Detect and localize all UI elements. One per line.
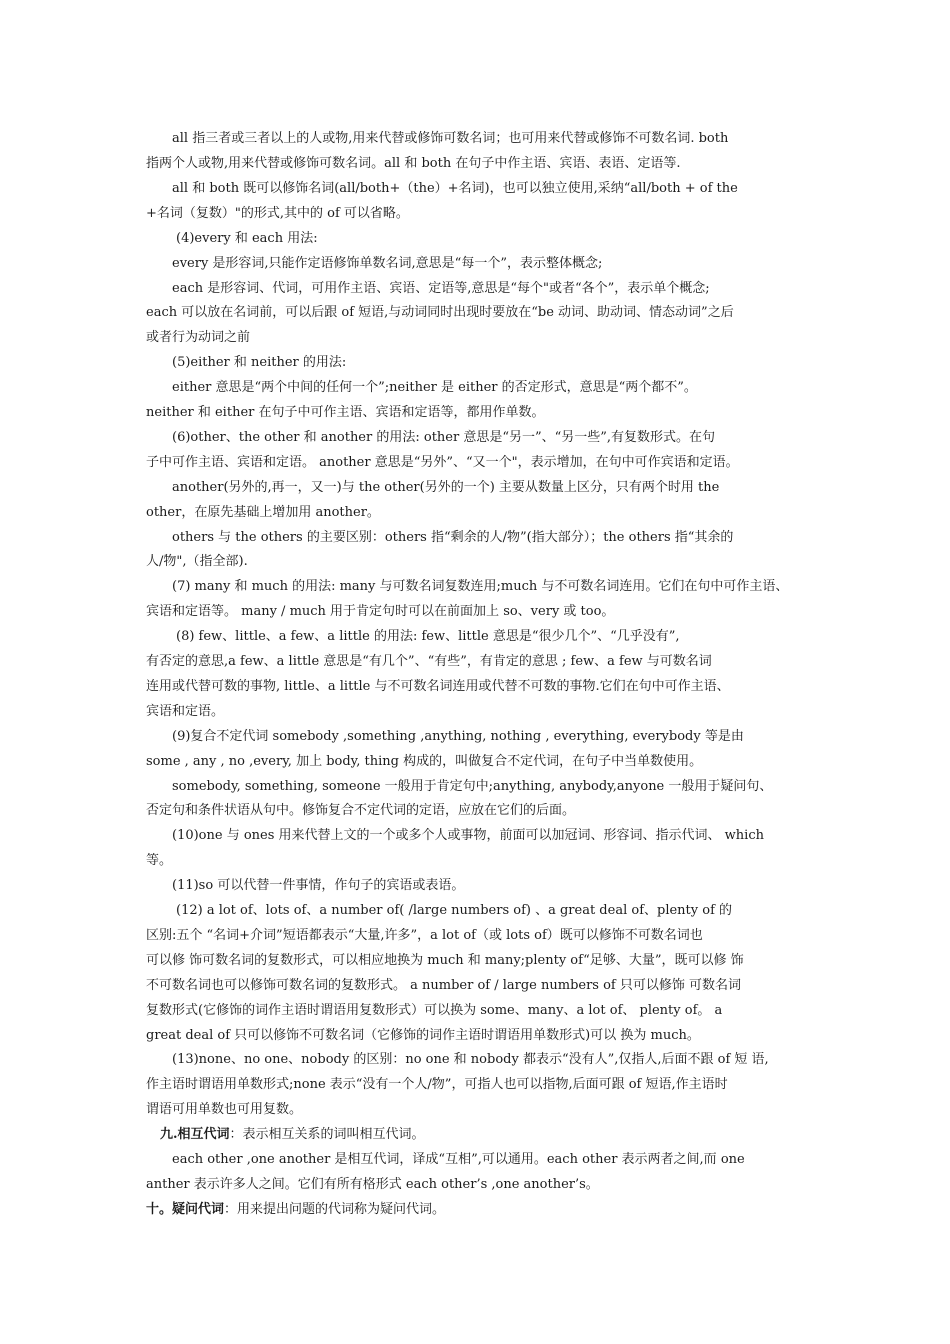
line-text: 指两个人或物,用来代替或修饰可数名词。all 和 both 在句子中作主语、宾语、表语、定语等. bbox=[146, 156, 681, 171]
line-text: (6)other、the other 和 another 的用法: other 意思是“另一”、“另一些”,有复数形式。在句 bbox=[172, 430, 716, 445]
text-line bbox=[172, 353, 812, 373]
line-text: 连用或代替可数的事物, little、a little 与不可数名词连用或代替不可数的事物.它们在句中可作主语、 bbox=[146, 679, 730, 694]
line-text: 等。 bbox=[146, 853, 173, 868]
line-text: other，在原先基础上增加用 another。 bbox=[146, 505, 380, 520]
line-text: 人/物",（指全部). bbox=[146, 554, 248, 569]
section-heading: 九.相互代词 bbox=[160, 1127, 230, 1142]
line-text: (7) many 和 much 的用法: many 与可数名词复数连用;much 与不可数名词连用。它们在句中可作主语、 bbox=[172, 579, 789, 594]
text-line bbox=[146, 801, 816, 821]
text-line bbox=[172, 876, 812, 896]
line-text: 宾语和定语等。 many / much 用于肯定句时可以在前面加上 so、very 或 too。 bbox=[146, 604, 615, 619]
text-line bbox=[172, 428, 812, 448]
line-text: 不可数名词也可以修饰可数名词的复数形式。 a number of / large numbers of 只可以修饰 可数名词 bbox=[146, 978, 742, 993]
text-line bbox=[146, 503, 816, 523]
text-line bbox=[146, 328, 816, 348]
text-line bbox=[146, 652, 816, 672]
line-text: 子中可作主语、宾语和定语。 another 意思是“另外”、“又一个"，表示增加，在句中可作宾语和定语。 bbox=[146, 455, 739, 470]
text-line bbox=[146, 602, 816, 622]
text-line bbox=[146, 702, 816, 722]
text-line bbox=[172, 179, 812, 199]
line-text: 区别:五个 “名词+介词”短语都表示“大量,许多”，a lot of（或 lots of）既可以修饰不可数名词也 bbox=[146, 928, 703, 943]
text-line bbox=[146, 1001, 816, 1021]
line-text: ：表示相互关系的词叫相互代词。 bbox=[229, 1127, 425, 1142]
text-line bbox=[172, 528, 812, 548]
text-line bbox=[146, 926, 816, 946]
line-text: +名词（复数）"的形式,其中的 of 可以省略。 bbox=[146, 206, 409, 221]
line-text: 可以修 饰可数名词的复数形式，可以相应地换为 much 和 many;plenty of“足够、大量”，既可以修 饰 bbox=[146, 953, 744, 968]
text-line bbox=[176, 901, 812, 921]
text-line bbox=[146, 851, 816, 871]
text-line bbox=[146, 677, 816, 697]
line-text: (11)so 可以代替一件事情，作句子的宾语或表语。 bbox=[172, 878, 465, 893]
text-line bbox=[172, 378, 812, 398]
text-line bbox=[172, 727, 812, 747]
text-line bbox=[146, 1026, 816, 1046]
line-text: either 意思是“两个中间的任何一个”;neither 是 either 的否定形式，意思是“两个都不”。 bbox=[172, 380, 697, 395]
line-text: ：用来提出问题的代词称为疑问代词。 bbox=[224, 1202, 446, 1217]
line-text: great deal of 只可以修饰不可数名词（它修饰的词作主语时谓语用单数形式)可以 换为 much。 bbox=[146, 1028, 700, 1043]
text-line bbox=[176, 627, 812, 647]
line-text: anther 表示许多人之间。它们有所有格形式 each other’s ,one another’s。 bbox=[146, 1177, 599, 1192]
line-text: (12) a lot of、lots of、a number of( /large numbers of) 、a great deal of、plenty of 的 bbox=[176, 903, 733, 918]
line-text: (13)none、no one、nobody 的区别：no one 和 nobody 都表示“没有人”,仅指人,后面不跟 of 短 语, bbox=[172, 1052, 769, 1067]
line-text: (10)one 与 ones 用来代替上文的一个或多个人或事物，前面可以加冠词、形容词、指示代词、 which bbox=[172, 828, 764, 843]
line-text: (4)every 和 each 用法: bbox=[176, 231, 318, 246]
text-line bbox=[146, 1075, 816, 1095]
text-line bbox=[146, 552, 816, 572]
text-line bbox=[176, 229, 812, 249]
line-text: others 与 the others 的主要区别：others 指“剩余的人/物”(指大部分）；the others 指“其余的 bbox=[172, 530, 734, 545]
text-line bbox=[160, 1125, 830, 1145]
text-line bbox=[146, 752, 816, 772]
line-text: all 指三者或三者以上的人或物,用来代替或修饰可数名词；也可用来代替或修饰不可数名词. both bbox=[172, 131, 729, 146]
text-line bbox=[146, 951, 816, 971]
text-line bbox=[146, 154, 816, 174]
section-heading: 十。疑问代词 bbox=[146, 1202, 225, 1217]
line-text: (9)复合不定代词 somebody ,something ,anything, nothing , everything, everybody 等是由 bbox=[172, 729, 744, 744]
text-line bbox=[172, 254, 812, 274]
line-text: each other ,one another 是相互代词，译成“互相”,可以通用。each other 表示两者之间,而 one bbox=[172, 1152, 745, 1167]
text-line bbox=[172, 279, 812, 299]
text-line bbox=[172, 1050, 812, 1070]
text-line bbox=[146, 1200, 816, 1220]
line-text: neither 和 either 在句子中可作主语、宾语和定语等，都用作单数。 bbox=[146, 405, 545, 420]
line-text: some , any , no ,every, 加上 body, thing 构成的，叫做复合不定代词，在句子中当单数使用。 bbox=[146, 754, 703, 769]
line-text: all 和 both 既可以修饰名词(all/both+（the）+名词)，也可以独立使用,采纳“all/both + of the bbox=[172, 181, 738, 196]
text-line bbox=[172, 577, 812, 597]
text-line bbox=[172, 777, 812, 797]
text-line bbox=[146, 204, 816, 224]
text-line bbox=[146, 453, 816, 473]
line-text: 作主语时谓语用单数形式;none 表示“没有一个人/物”，可指人也可以指物,后面可跟 of 短语,作主语时 bbox=[146, 1077, 728, 1092]
text-line bbox=[172, 826, 812, 846]
text-line bbox=[146, 1100, 816, 1120]
line-text: each 可以放在名词前，可以后跟 of 短语,与动词同时出现时要放在“be 动词、助动词、情态动词”之后 bbox=[146, 305, 734, 320]
text-line bbox=[172, 1150, 812, 1170]
line-text: 或者行为动词之前 bbox=[146, 330, 251, 345]
line-text: 有否定的意思,a few、a little 意思是“有几个”、“有些”，有肯定的意思 ; few、a few 与可数名词 bbox=[146, 654, 712, 669]
line-text: (8) few、little、a few、a little 的用法: few、little 意思是“很少几个”、“几乎没有”, bbox=[176, 629, 680, 644]
text-line bbox=[146, 976, 816, 996]
line-text: 否定句和条件状语从句中。修饰复合不定代词的定语，应放在它们的后面。 bbox=[146, 803, 576, 818]
line-text: every 是形容词,只能作定语修饰单数名词,意思是“每一个”，表示整体概念; bbox=[172, 256, 603, 271]
line-text: 谓语可用单数也可用复数。 bbox=[146, 1102, 303, 1117]
line-text: 复数形式(它修饰的词作主语时谓语用复数形式）可以换为 some、many、a lot of、 plenty of。 a bbox=[146, 1003, 723, 1018]
line-text: another(另外的,再一，又一)与 the other(另外的一个) 主要从数量上区分，只有两个时用 the bbox=[172, 480, 720, 495]
text-line bbox=[172, 478, 812, 498]
line-text: (5)either 和 neither 的用法: bbox=[172, 355, 347, 370]
text-line bbox=[146, 403, 816, 423]
text-line bbox=[146, 303, 816, 323]
line-text: each 是形容词、代词，可用作主语、宾语、定语等,意思是“每个"或者“各个”，表示单个概念; bbox=[172, 281, 710, 296]
line-text: somebody, something, someone 一般用于肯定句中;anything, anybody,anyone 一般用于疑问句、 bbox=[172, 779, 773, 794]
text-line bbox=[146, 1175, 816, 1195]
line-text: 宾语和定语。 bbox=[146, 704, 225, 719]
text-line bbox=[172, 129, 812, 149]
